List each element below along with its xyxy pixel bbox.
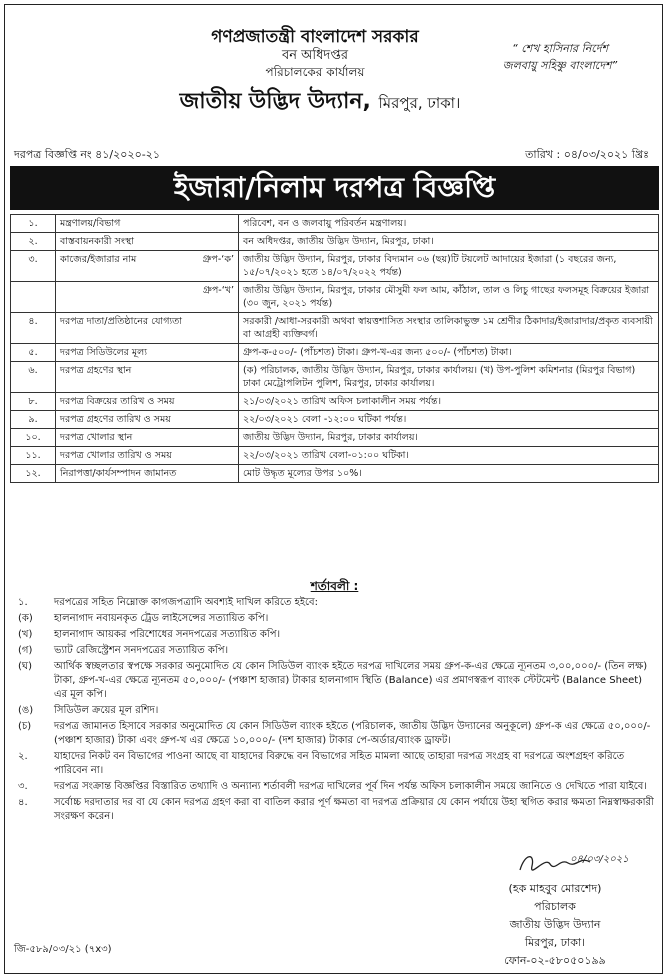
term-text: সর্বোচ্চ দরদাতার দর বা যে কোন দরপত্র গ্রহণ করা বা বাতিল করার পূর্ণ ক্ষমতা বা দরপত্র প্রক্রিয়ার যে কোন পর্যায়ে উহা স্থগিত করার ক্ষমতা নিম্নস্বাক্ষরকারী সংরক্ষণ করেন। — [54, 797, 654, 822]
table-row — [11, 465, 659, 483]
row-label-text: নিরাপত্তা/কার্যসম্পাদন জামানত — [60, 468, 177, 479]
term-4 — [14, 796, 654, 824]
row-label-text: দরপত্র বিক্রয়ের তারিখ ও সময় — [60, 396, 175, 407]
subitem-key: (ঘ) — [18, 661, 32, 672]
row-number: ১১. — [11, 447, 56, 465]
subitem-key: (খ) — [18, 629, 33, 640]
signatory-phone: ফোন-০২-৫৮০৫০১৯৯ — [504, 954, 606, 967]
footer-code: জি-৫৮৯/০৩/২১ (৭x৩) — [14, 944, 112, 955]
row-label — [56, 362, 239, 393]
row-group: গ্রুপ-‘খ’ — [202, 285, 234, 296]
signatory-place: মিরপুর, ঢাকা। — [524, 936, 586, 949]
row-label — [56, 447, 239, 465]
row-value: বন অধিদপ্তর, জাতীয় উদ্ভিদ উদ্যান, মিরপুর, ঢাকা। — [239, 233, 659, 251]
row-label-text: বাস্তবায়নকারী সংস্থা — [60, 236, 134, 247]
row-number: ১২. — [11, 465, 56, 483]
terms-list — [14, 596, 654, 826]
slogan-line-1: “ শেখ হাসিনার নির্দেশ — [512, 42, 608, 55]
term-text: দরপত্র সংক্রান্ত বিজ্ঞপ্তির বিস্তারিত তথ্যাদি ও অন্যান্য শর্তাবলী দরপত্র দাখিলের পূর্ব দিন পর্যন্ত অফিস চলাকালীন সময়ে জানিতে ও দেখিতে পারা যাইবে। — [54, 781, 647, 792]
garden-name: জাতীয় উদ্ভিদ উদ্যান, — [179, 89, 371, 114]
notice-banner: ইজারা/নিলাম দরপত্র বিজ্ঞপ্তি — [10, 166, 659, 210]
term-1 — [14, 596, 654, 610]
row-label — [56, 393, 239, 411]
term-1-subitem — [14, 612, 654, 626]
subitem-text: দরপত্র জামানত হিসাবে সরকার অনুমোদিত যে কোন সিডিউল ব্যাংক হইতে (পরিচালক, জাতীয় উদ্ভিদ উদ্যানের অনুকূলে) গ্রুপ-ক এর ক্ষেত্রে ৫০,০০০/- (পঞ্চাশ হাজার) টাকা এবং গ্রুপ-খ এর ক্ষেত্রে ১০,০০০/- (দশ হাজার) টাকার পে-অর্ডার/ব্যাংক ড্রাফট। — [54, 721, 651, 746]
term-2 — [14, 750, 654, 778]
row-label-text: দরপত্র গ্রহণের তারিখ ও সময় — [60, 414, 171, 425]
row-value: জাতীয় উদ্ভিদ উদ্যান, মিরপুর, ঢাকার কার্যালয়। — [239, 429, 659, 447]
table-row — [11, 344, 659, 362]
term-1-subitem — [14, 720, 654, 748]
subitem-key: (ক) — [18, 613, 33, 624]
notice-date: তারিখ : ০৪/০৩/২০২১ খ্রিঃ — [525, 148, 649, 161]
table-row — [11, 233, 659, 251]
row-label — [56, 313, 239, 344]
row-label — [56, 251, 239, 282]
terms-title: শর্তাবলী : — [310, 579, 359, 593]
row-value: ২২/০৩/২০২১ বেলা -১২:০০ ঘটিকা পর্যন্ত। — [239, 411, 659, 429]
term-number: ৩. — [18, 781, 28, 792]
term-number: ১. — [18, 597, 28, 608]
row-number: ৬. — [11, 362, 56, 393]
term-text: যাহাদের নিকট বন বিভাগের পাওনা আছে বা যাহাদের বিরুদ্ধে বন বিভাগের সহিত মামলা আছে তাহারা দরপত্র সংগ্রহ বা দরপত্রে অংশগ্রহণ করিতে পারিবেন না। — [54, 751, 625, 776]
row-value: (ক) পরিচালক, জাতীয় উদ্ভিদ উদ্যান, মিরপুর, ঢাকার কার্যালয়। (খ) উপ-পুলিশ কমিশনার (মিরপুর বিভাগ) ঢাকা মেট্রোপলিটন পুলিশ, মিরপুর, ঢাকার কার্যালয়। — [239, 362, 659, 393]
subitem-text: আর্থিক স্বচ্ছলতার স্বপক্ষে সরকার অনুমোদিত যে কোন সিডিউল ব্যাংক হইতে দরপত্র দাখিলের সময় গ্রুপ-ক-এর ক্ষেত্রে ন্যূনতম ৩,০০,০০০/- (তিন লক্ষ) টাকা, গ্রুপ-খ-এর ক্ষেত্রে ন্যূনতম ৫০,০০০/- (পঞ্চাশ হাজার) টাকার হালনাগাদ স্থিতি (Balance) এর প্রমাণস্বরূপ ব্যাংক স্টেটমেন্ট (Balance Sheet) এর মূল কপি। — [54, 661, 648, 700]
row-label — [56, 411, 239, 429]
term-3 — [14, 780, 654, 794]
dept-name: বন অধিদপ্তর — [281, 48, 349, 63]
table-row — [11, 393, 659, 411]
signatory-block — [460, 880, 650, 970]
row-group: গ্রুপ-‘ক’ — [202, 254, 234, 265]
signatory-title: পরিচালক — [534, 900, 576, 913]
row-value: মোট উদ্ধৃত মূল্যের উপর ১০%। — [239, 465, 659, 483]
term-1-subitem — [14, 660, 654, 702]
subitem-text: ভ্যাট রেজিস্ট্রেশন সনদপত্রের সত্যায়িত কপি। — [54, 645, 229, 656]
row-value: ২১/০৩/২০২১ তারিখ অফিস চলাকালীন সময় পর্যন্ত। — [239, 393, 659, 411]
subitem-text: সিডিউল ক্রয়ের মূল রশিদ। — [54, 705, 159, 716]
row-number: ১. — [11, 215, 56, 233]
gov-title: গণপ্রজাতন্ত্রী বাংলাদেশ সরকার — [211, 27, 419, 47]
row-value: গ্রুপ-ক-৫০০/- (পাঁচশত) টাকা। গ্রুপ-খ-এর জন্য ৫০০/- (পাঁচশত) টাকা। — [239, 344, 659, 362]
row-number: ৪. — [11, 313, 56, 344]
garden-title — [110, 84, 530, 121]
row-label — [56, 344, 239, 362]
subitem-text: হালনাগাদ আয়কর পরিশোধের সনদপত্রের সত্যায়িত কপি। — [54, 629, 281, 640]
row-label-text: মন্ত্রণালয়/বিভাগ — [60, 218, 121, 229]
row-value: পরিবেশ, বন ও জলবায়ু পরিবর্তন মন্ত্রণালয়। — [239, 215, 659, 233]
signatory-name: (হক মাহবুব মোরশেদ) — [508, 882, 602, 895]
row-value: জাতীয় উদ্ভিদ উদ্যান, মিরপুর, ঢাকার বিদ্যমান ০৬ (ছয়)টি টয়লেট আদায়ের ইজারা (১ বছরের জন্য, ১৫/০৭/২০২১ হতে ১৪/০৭/২০২২ পর্যন্ত) — [239, 251, 659, 282]
garden-place: মিরপুর, ঢাকা। — [378, 94, 461, 112]
row-number: ৩. — [11, 251, 56, 282]
info-table — [10, 214, 659, 483]
subitem-key: (গ) — [18, 645, 33, 656]
table-row — [11, 362, 659, 393]
row-label-text: দরপত্র খোলার স্থান — [60, 432, 133, 443]
table-row — [11, 447, 659, 465]
signature-image — [490, 848, 640, 878]
row-label-text: দরপত্র সিডিউলের মূল্য — [60, 347, 148, 358]
row-label-text: দরপত্র গ্রহণের স্থান — [60, 365, 132, 376]
term-1-subitem — [14, 628, 654, 642]
subitem-key: (চ) — [18, 721, 32, 732]
row-label-text: দরপত্র দাতা/প্রতিষ্ঠানের যোগ্যতা — [60, 316, 183, 327]
table-row — [11, 251, 659, 282]
row-number — [11, 282, 56, 313]
term-number: ৪. — [18, 797, 28, 808]
subitem-text: হালনাগাদ নবায়নকৃত ট্রেড লাইসেন্সের সত্যায়িত কপি। — [54, 613, 269, 624]
term-1-subitem — [14, 704, 654, 718]
row-label — [56, 465, 239, 483]
row-number: ৫. — [11, 344, 56, 362]
office-name: পরিচালকের কার্যালয় — [265, 65, 365, 79]
row-number: ১০. — [11, 429, 56, 447]
table-row — [11, 429, 659, 447]
row-value: সরকারী /আধা-সরকারী অথবা স্বায়ত্তশাসিত সংস্থার তালিকাভুক্ত ১ম শ্রেণীর ঠিকাদার/ইজারাদার/প্রকৃত ব্যবসায়ী বা আগ্রহী ব্যক্তিবর্গ। — [239, 313, 659, 344]
table-row — [11, 411, 659, 429]
row-number: ৯. — [11, 411, 56, 429]
table-row — [11, 215, 659, 233]
signatory-org: জাতীয় উদ্ভিদ উদ্যান — [509, 918, 601, 931]
row-number: ৮. — [11, 393, 56, 411]
row-number: ২. — [11, 233, 56, 251]
slogan — [475, 40, 645, 74]
signature-date: ০৪/০৩/২০২১ — [570, 854, 629, 865]
subitem-key: (ঙ) — [18, 705, 34, 716]
term-text: দরপত্রের সহিত নিম্নোক্ত কাগজপত্রাদি অবশ্যই দাখিল করিতে হইবে: — [54, 597, 318, 608]
row-label-text: দরপত্র খোলার তারিখ ও সময় — [60, 450, 172, 461]
row-label — [56, 233, 239, 251]
row-label-text: কাজের/ইজারার নাম — [60, 254, 137, 265]
notice-ref: দরপত্র বিজ্ঞপ্তি নং ৪১/২০২০-২১ — [14, 148, 161, 161]
term-number: ২. — [18, 751, 28, 762]
table-row — [11, 313, 659, 344]
row-label — [56, 429, 239, 447]
row-label — [56, 282, 239, 313]
row-value: জাতীয় উদ্ভিদ উদ্যান, মিরপুর, ঢাকার মৌসুমী ফল আম, কাঁঠাল, তাল ও লিচু গাছের ফলসমূহ বিক্রয়ের ইজারা (৩০ জুন, ২০২১ পর্যন্ত) — [239, 282, 659, 313]
row-label — [56, 215, 239, 233]
term-1-subitem — [14, 644, 654, 658]
slogan-line-2: জলবায়ু সহিষ্ণু বাংলাদেশ” — [502, 59, 618, 72]
table-row — [11, 282, 659, 313]
row-value: ২২/০৩/২০২১ তারিখ বেলা-০১:০০ ঘটিকা। — [239, 447, 659, 465]
